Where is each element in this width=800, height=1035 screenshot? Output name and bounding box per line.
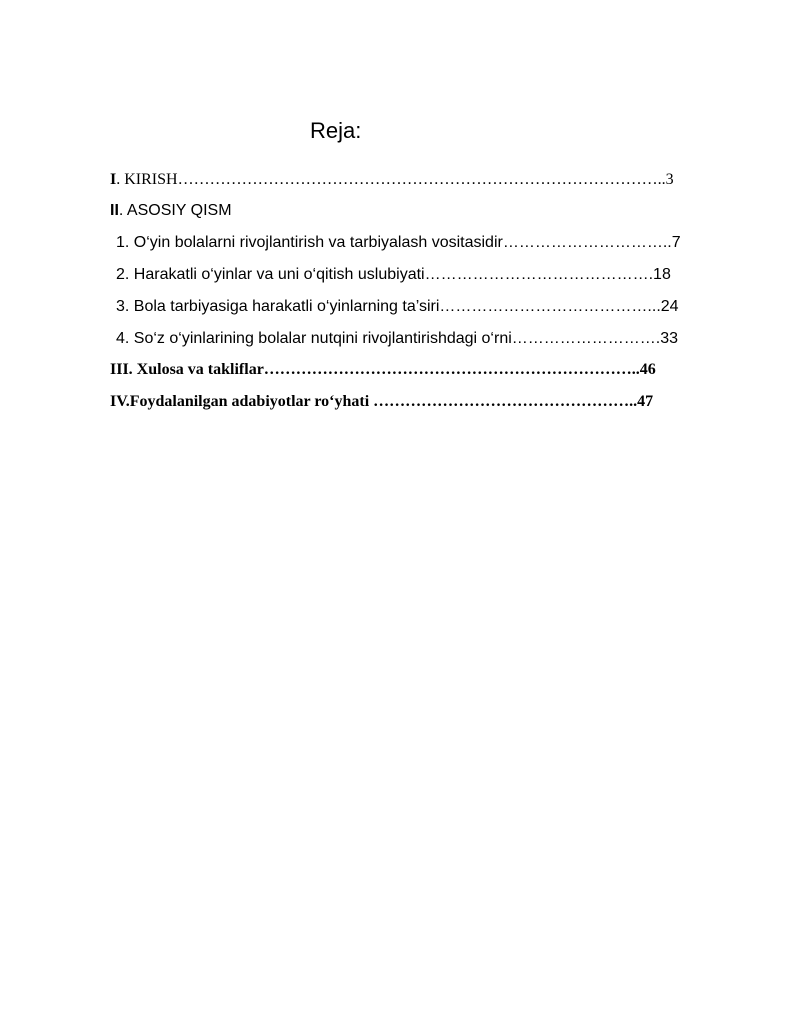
toc-entry-1: 1. O‘yin bolalarni rivojlantirish va tarbiyalash vositasidir…………………………..7	[116, 234, 681, 251]
toc-entry-4: 4. So‘z o‘yinlarining bolalar nutqini rivojlantirishdagi o‘rni……………………….33	[116, 330, 679, 347]
toc-entry-kirish	[110, 170, 674, 190]
toc-entry-number: II	[110, 202, 119, 219]
toc-entry-label: . KIRISH………………………………………………………………………………..3	[116, 171, 674, 188]
toc-entry-adabiyotlar: IV.Foydalanilgan adabiyotlar ro‘yhati …………………………………………..47	[110, 393, 654, 410]
toc-entry-xulosa: III. Xulosa va takliflar……………………………………………………………..46	[110, 361, 656, 378]
toc-entry-label: . ASOSIY QISM	[118, 202, 232, 219]
page-title: Reja:	[310, 118, 362, 143]
toc-entry-2: 2. Harakatli o‘yinlar va uni o‘qitish uslubiyati…………………………………….18	[116, 266, 671, 283]
toc-entry-3: 3. Bola tarbiyasiga harakatli o‘yinlarning ta’siri…………………………………...24	[116, 298, 679, 315]
toc-entry-number: I	[110, 171, 117, 188]
toc-entry-asosiy-qism	[110, 201, 232, 221]
